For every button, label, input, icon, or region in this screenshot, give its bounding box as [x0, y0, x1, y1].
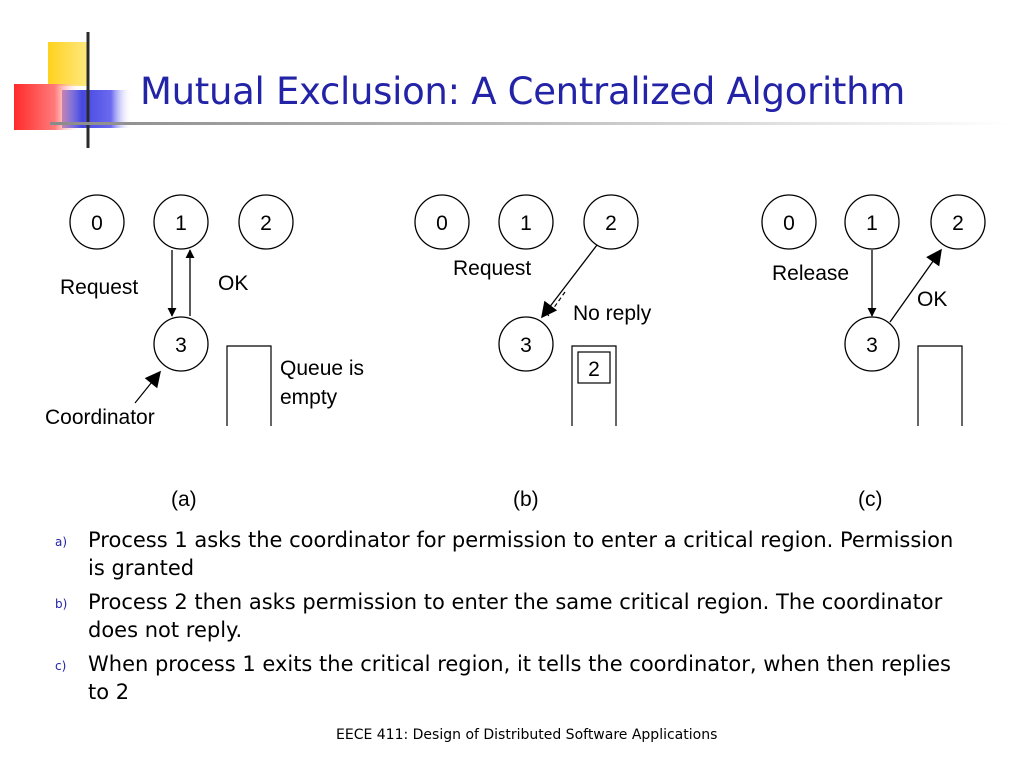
list-marker: a)	[55, 535, 68, 549]
list-item	[55, 588, 955, 644]
list-item-text: Process 2 then asks permission to enter the same critical region. The coordinator does not reply.	[88, 590, 943, 642]
svg-text:1: 1	[175, 212, 187, 235]
coordinator-pointer-arrow	[135, 372, 160, 403]
list-item	[55, 650, 955, 706]
explanation-list	[55, 526, 955, 712]
svg-text:0: 0	[783, 212, 795, 235]
process-node-2	[584, 195, 638, 249]
svg-text:2: 2	[260, 212, 272, 235]
queue-box	[918, 346, 962, 426]
no-reply-label: No reply	[573, 302, 652, 325]
list-marker: c)	[55, 659, 67, 673]
process-node-1	[154, 195, 208, 249]
svg-text:1: 1	[520, 212, 532, 235]
coordinator-node-3	[845, 317, 899, 371]
list-marker: b)	[55, 597, 68, 611]
request-label: Request	[453, 257, 532, 280]
svg-text:0: 0	[436, 212, 448, 235]
process-node-0	[415, 195, 469, 249]
no-reply-dashed-line	[548, 292, 565, 316]
ok-arrow	[890, 250, 941, 322]
process-node-0	[762, 195, 816, 249]
panel-b	[415, 195, 652, 511]
slide-footer: EECE 411: Design of Distributed Software Applications	[336, 727, 718, 743]
slide-title: Mutual Exclusion: A Centralized Algorithm	[140, 70, 906, 113]
svg-text:3: 3	[175, 334, 187, 357]
queued-process-id: 2	[588, 358, 600, 381]
list-item-text: When process 1 exits the critical region, it tells the coordinator, when then replies to 2	[88, 652, 951, 704]
queue-box	[227, 346, 271, 426]
coordinator-node-3	[499, 317, 553, 371]
process-node-0	[70, 195, 124, 249]
process-node-1	[499, 195, 553, 249]
ok-label: OK	[917, 288, 948, 311]
caption-c: (c)	[858, 488, 883, 511]
coordinator-node-3	[154, 317, 208, 371]
process-node-2	[931, 195, 985, 249]
list-item	[55, 526, 955, 582]
queue-status-line2: empty	[280, 386, 338, 409]
process-node-2	[239, 195, 293, 249]
process-node-1	[845, 195, 899, 249]
svg-text:3: 3	[520, 334, 532, 357]
request-label: Request	[60, 276, 139, 299]
svg-text:1: 1	[866, 212, 878, 235]
svg-text:2: 2	[605, 212, 617, 235]
caption-b: (b)	[513, 488, 539, 511]
svg-text:3: 3	[866, 334, 878, 357]
list-item-text: Process 1 asks the coordinator for permission to enter a critical region. Permission is granted	[88, 528, 954, 580]
svg-text:2: 2	[952, 212, 964, 235]
release-label: Release	[772, 262, 850, 285]
ok-label: OK	[218, 272, 249, 295]
coordinator-label: Coordinator	[45, 406, 155, 429]
panel-c	[762, 195, 985, 511]
panel-a	[45, 195, 364, 511]
svg-text:0: 0	[91, 212, 103, 235]
queue-status-line1: Queue is	[280, 357, 365, 380]
caption-a: (a)	[171, 488, 197, 511]
